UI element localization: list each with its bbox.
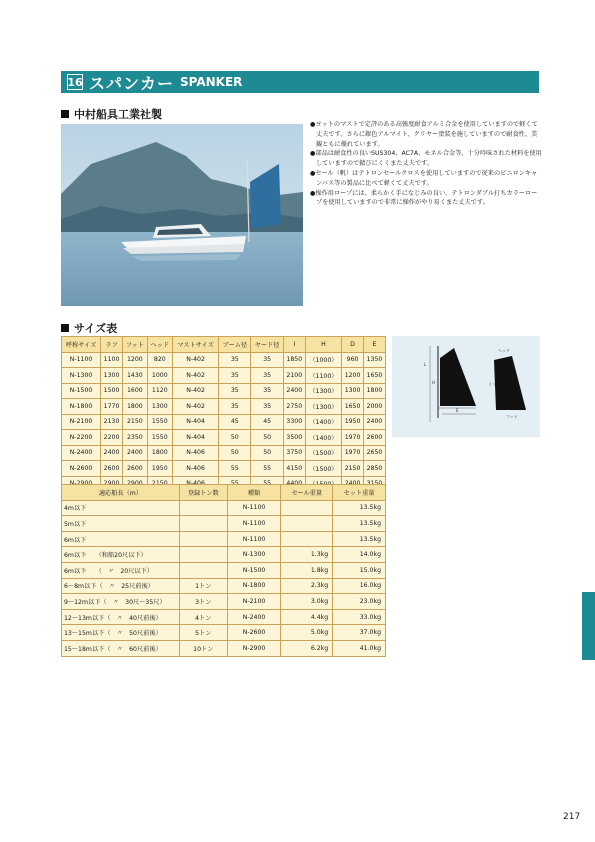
chapter-side-tab [582,592,595,660]
size-col-header: 呼称サイズ [62,337,101,353]
app-cell [281,516,333,532]
app-cell: 41.0kg [333,640,386,656]
size-cell: （1500） [305,461,341,477]
app-table-row [62,578,386,594]
app-cell: 14.0kg [333,547,386,563]
size-cell: N-404 [172,414,218,430]
app-cell: 1.8kg [281,562,333,578]
size-col-header: H [305,337,341,353]
section-title-en: SPANKER [180,75,243,89]
app-col-header: 登録トン数 [179,485,227,501]
feature-item: ●ヨットのマストで定評のある高強度耐食アルミ合金を使用していますので軽くて丈夫です。さらに銀色アルマイト、クリヤー塗装を施していますので耐食性、美観ともに優れています。 [310,121,538,148]
app-cell [179,516,227,532]
app-cell: N-1800 [227,578,281,594]
app-table-row [62,609,386,625]
size-cell: 1100 [101,352,123,368]
size-table-header-row [62,337,386,353]
app-cell: 5m以下 [62,516,180,532]
app-cell: N-1300 [227,547,281,563]
size-cell: 1300 [147,399,172,415]
size-cell: 2850 [364,461,386,477]
app-cell: 23.0kg [333,594,386,610]
size-cell: （1500） [305,445,341,461]
size-cell: 1300 [342,383,364,399]
size-cell: 2650 [364,445,386,461]
size-table-row [62,445,386,461]
size-cell: 1600 [123,383,148,399]
size-cell: 2600 [364,430,386,446]
size-cell: （1400） [305,414,341,430]
size-col-header: ブーム径 [219,337,251,353]
size-table-row [62,414,386,430]
size-cell: 1950 [147,461,172,477]
size-cell: 2600 [101,461,123,477]
diagram-label-e: E [456,408,459,413]
size-table-row [62,368,386,384]
app-cell: N-2400 [227,609,281,625]
size-cell: 1800 [147,445,172,461]
app-cell: 2.3kg [281,578,333,594]
section-number-badge: 16 [67,75,83,89]
size-cell: 1800 [123,399,148,415]
size-cell: 1200 [123,352,148,368]
app-cell: 6m以下 [62,531,180,547]
app-cell: 15〜18m以下（ 〃 60尺前後） [62,640,180,656]
size-cell: 35 [219,352,251,368]
size-cell: N-2400 [62,445,101,461]
size-col-header: ヤード径 [251,337,283,353]
app-cell: 3.0kg [281,594,333,610]
size-cell: N-2200 [62,430,101,446]
diagram-label-luff: ラフ [488,382,496,387]
size-cell: 1650 [364,368,386,384]
size-cell: N-402 [172,352,218,368]
size-col-header: マストサイズ [172,337,218,353]
diagram-label-foot: フット [506,414,518,419]
size-col-header: E [364,337,386,353]
size-cell: 2100 [283,368,305,384]
size-cell: 3300 [283,414,305,430]
app-col-header: 種類 [227,485,281,501]
size-cell: N-1100 [62,352,101,368]
app-cell: 13.5kg [333,516,386,532]
app-table-row [62,640,386,656]
size-cell: 2200 [101,430,123,446]
size-cell: 3750 [283,445,305,461]
app-cell: 1トン [179,578,227,594]
size-cell: （1100） [305,368,341,384]
size-cell: N-2100 [62,414,101,430]
size-cell: 2150 [123,414,148,430]
size-heading-text: サイズ表 [74,322,118,335]
size-cell: 2400 [123,445,148,461]
size-cell: 1970 [342,430,364,446]
app-table-row [62,516,386,532]
size-cell: 35 [251,368,283,384]
size-cell: 2750 [283,399,305,415]
app-cell [281,531,333,547]
app-cell: 12〜13m以下（ 〃 40尺前後） [62,609,180,625]
size-cell: 1430 [123,368,148,384]
app-col-header: 適応船長（m） [62,485,180,501]
size-table-row [62,461,386,477]
diagram-label-l: L [424,362,427,367]
size-cell: 45 [251,414,283,430]
size-cell: 820 [147,352,172,368]
size-cell: 2150 [342,461,364,477]
app-cell: 5トン [179,625,227,641]
size-cell: N-406 [172,445,218,461]
app-table-row [62,594,386,610]
size-cell: 2000 [364,399,386,415]
size-cell: 2130 [101,414,123,430]
size-cell: 50 [219,430,251,446]
app-cell: 13.5kg [333,500,386,516]
app-cell: N-2600 [227,625,281,641]
size-cell: 35 [219,399,251,415]
size-cell: N-402 [172,399,218,415]
size-cell: 35 [219,383,251,399]
size-cell: 50 [251,430,283,446]
size-col-header: ラフ [101,337,123,353]
size-cell: N-406 [172,461,218,477]
app-cell: 4.4kg [281,609,333,625]
product-photo [61,124,303,306]
size-cell: 1350 [364,352,386,368]
size-cell: 50 [219,445,251,461]
size-cell: （1000） [305,352,341,368]
size-cell: 45 [219,414,251,430]
size-table-row [62,352,386,368]
sail-dimension-diagram [392,336,540,437]
size-cell: N-1800 [62,399,101,415]
size-table [61,336,386,492]
app-table-row [62,547,386,563]
app-cell [179,500,227,516]
size-heading [61,320,117,336]
size-cell: 55 [219,461,251,477]
size-cell: （1300） [305,399,341,415]
size-cell: （1300） [305,383,341,399]
feature-item: ●セール（帆）はテトロンセールクロスを使用していますので従来のビニロンキャンバス等の製品に比べて軽くて丈夫です。 [310,169,538,187]
app-table-row [62,531,386,547]
feature-item: ●部品は耐食性の良いSUS304、AC7A、モネル合金等、十分吟味された材料を使用していますので錆びにくくまた丈夫です。 [310,150,542,168]
app-cell: N-1100 [227,516,281,532]
app-cell: 1.3kg [281,547,333,563]
size-cell: 1000 [147,368,172,384]
page-number: 217 [563,812,581,822]
size-cell: 2600 [123,461,148,477]
app-table-header-row [62,485,386,501]
app-cell: N-2100 [227,594,281,610]
app-cell: N-2900 [227,640,281,656]
size-col-header: ヘッド [147,337,172,353]
size-cell: 2350 [123,430,148,446]
app-cell: 4m以下 [62,500,180,516]
app-cell: 16.0kg [333,578,386,594]
size-cell: 1850 [283,352,305,368]
size-cell: （1400） [305,430,341,446]
app-cell: 9〜12m以下（ 〃 30尺〜35尺） [62,594,180,610]
size-cell: N-1300 [62,368,101,384]
app-cell: 6〜8m以下（ 〃 25尺前後） [62,578,180,594]
app-cell: 5.0kg [281,625,333,641]
app-cell: N-1100 [227,500,281,516]
size-cell: 3500 [283,430,305,446]
size-cell: 1500 [101,383,123,399]
app-cell: 6m以下 （ 〃 20尺以下） [62,562,180,578]
size-cell: 1770 [101,399,123,415]
size-cell: 35 [251,399,283,415]
app-cell: 33.0kg [333,609,386,625]
size-cell: N-402 [172,383,218,399]
app-cell [179,562,227,578]
app-table-row [62,500,386,516]
app-col-header: セット重量 [333,485,386,501]
app-cell: 3トン [179,594,227,610]
section-title-jp: スパンカー [89,73,175,93]
application-table [61,484,386,657]
app-cell: 37.0kg [333,625,386,641]
heading-square-icon [61,324,69,332]
size-cell: 1970 [342,445,364,461]
size-cell: 2400 [283,383,305,399]
size-cell: 4150 [283,461,305,477]
size-col-header: フット [123,337,148,353]
app-cell: N-1100 [227,531,281,547]
size-cell: 1800 [364,383,386,399]
diagram-label-head: ヘッド [498,348,510,353]
feature-list [310,120,542,208]
size-cell: 35 [251,383,283,399]
app-cell: 6.2kg [281,640,333,656]
app-cell: 6m以下 （和船20尺以下） [62,547,180,563]
app-cell [281,500,333,516]
size-cell: N-2600 [62,461,101,477]
diagram-label-h: H [432,380,436,385]
size-cell: 35 [219,368,251,384]
size-col-header: D [342,337,364,353]
app-cell: 13.5kg [333,531,386,547]
app-cell [179,531,227,547]
size-table-row [62,399,386,415]
size-cell: 55 [251,461,283,477]
size-cell: N-1500 [62,383,101,399]
size-cell: N-402 [172,368,218,384]
app-cell [179,547,227,563]
size-cell: 1950 [342,414,364,430]
size-table-row [62,383,386,399]
app-table-row [62,625,386,641]
size-cell: 35 [251,352,283,368]
size-col-header: I [283,337,305,353]
app-table-row [62,562,386,578]
size-cell: 1200 [342,368,364,384]
app-cell: 15.0kg [333,562,386,578]
size-table-row [62,430,386,446]
maker-heading-text: 中村船具工業社製 [74,108,162,121]
feature-item: ●操作用ロープには、柔らかく手になじみの良い、テトロンダブル打ちカラーロープを使用していますので非常に操作がやり易くまた丈夫です。 [310,189,538,207]
size-cell: 1120 [147,383,172,399]
section-title-bar [61,71,539,93]
size-cell: 1300 [101,368,123,384]
maker-heading [61,106,162,122]
size-cell: 2400 [364,414,386,430]
size-cell: 960 [342,352,364,368]
size-cell: 1550 [147,430,172,446]
size-cell: N-404 [172,430,218,446]
size-cell: 1550 [147,414,172,430]
size-cell: 50 [251,445,283,461]
app-cell: 13〜15m以下（ 〃 50尺前後） [62,625,180,641]
size-cell: 1650 [342,399,364,415]
app-cell: 10トン [179,640,227,656]
app-cell: N-1500 [227,562,281,578]
size-cell: 2400 [101,445,123,461]
heading-square-icon [61,110,69,118]
app-cell: 4トン [179,609,227,625]
app-col-header: セール重量 [281,485,333,501]
